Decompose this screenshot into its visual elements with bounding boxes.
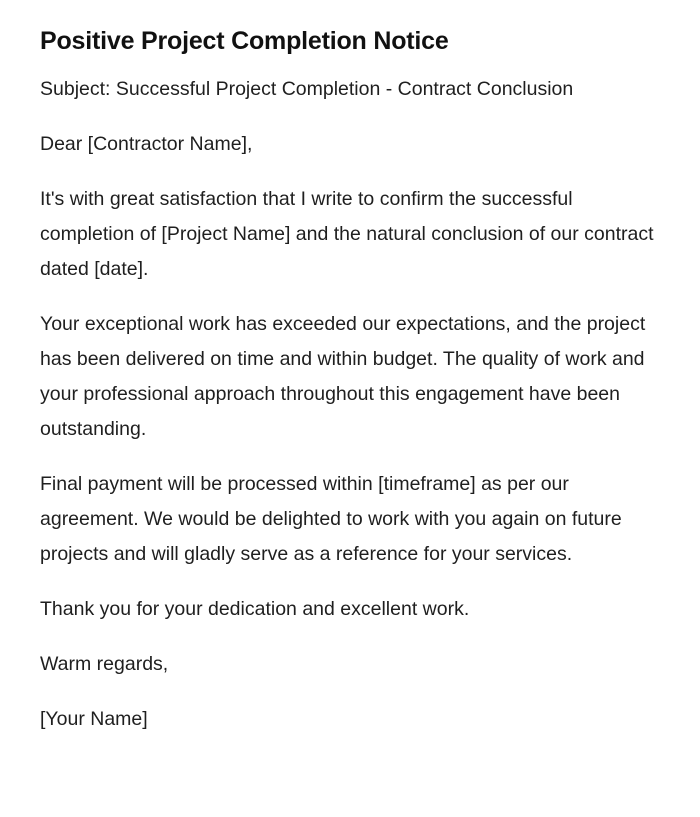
body-paragraph-3: Final payment will be processed within [timeframe] as per our agreement. We would be delighted to work with you again on future projects and will gladly serve as a reference for your services. (40, 473, 622, 565)
body-paragraph-2: Your exceptional work has exceeded our expectations, and the project has been delivered on time and within budget. The quality of work and your professional approach throughout this engagement have been outstanding. (40, 313, 646, 440)
closing: Warm regards, (40, 653, 169, 675)
signature: [Your Name] (40, 708, 148, 730)
document-title: Positive Project Completion Notice (40, 27, 449, 55)
body-paragraph-4: Thank you for your dedication and excellent work. (40, 598, 470, 620)
salutation: Dear [Contractor Name], (40, 133, 253, 155)
subject-line: Subject: Successful Project Completion - Contract Conclusion (40, 78, 574, 100)
body-paragraph-1: It's with great satisfaction that I write to confirm the successful completion of [Project Name] and the natural conclusion of our contract dated [date]. (40, 188, 654, 280)
